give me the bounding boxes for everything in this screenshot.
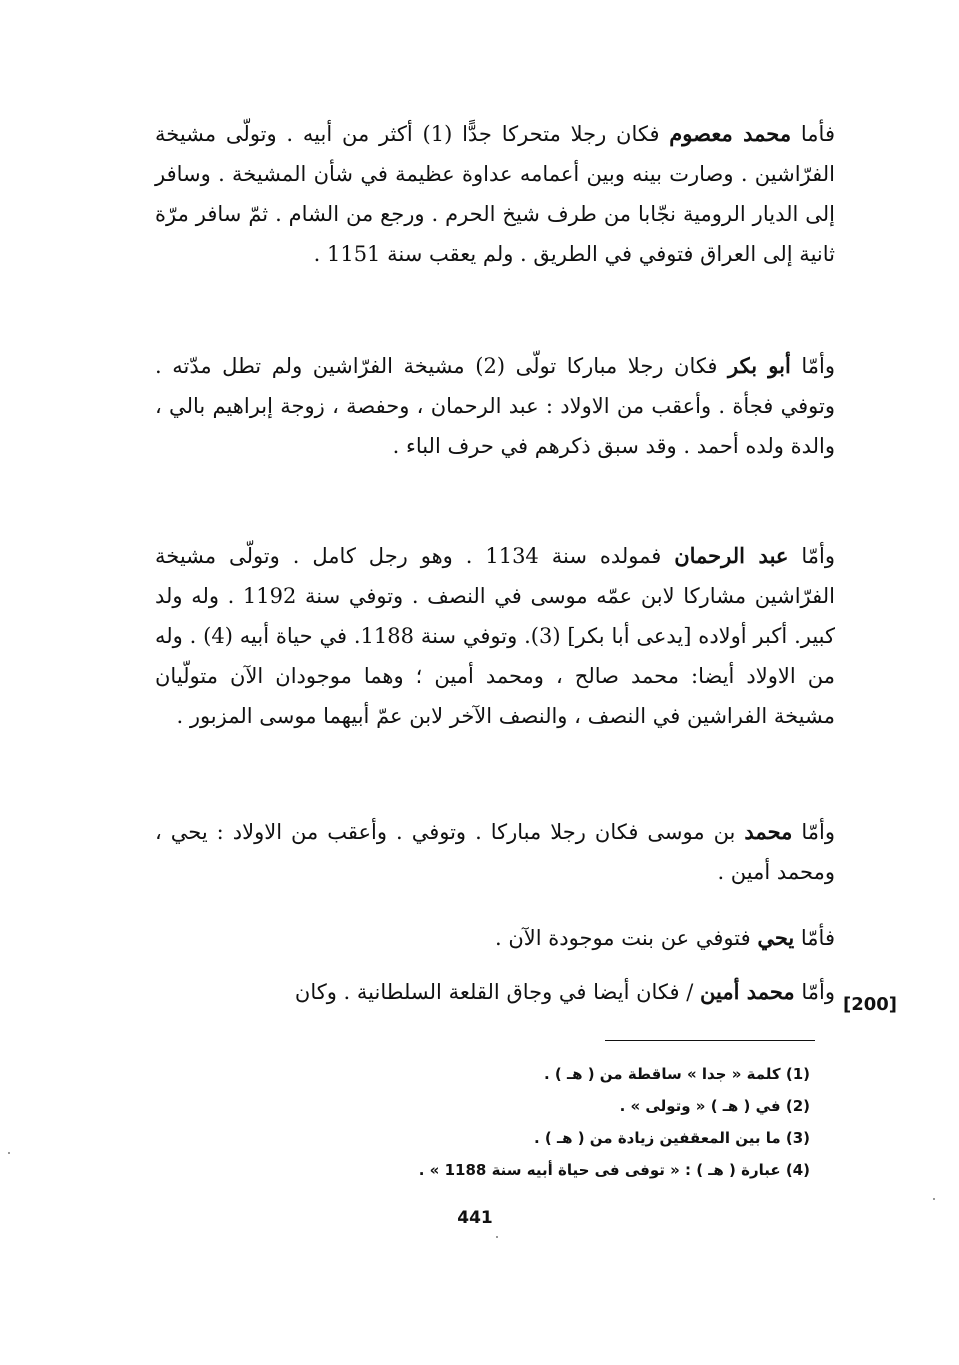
- person-name: محمد معصوم: [669, 121, 792, 146]
- paragraph-lead: وأمّا: [792, 820, 835, 844]
- paragraph-mohammed-amin: [155, 972, 835, 1012]
- paragraph-text: فمولده سنة 1134 . وهو رجل كامل . وتولّى مشيخة الفرّاشين مشاركا لابن عمّه موسى في النصف . وتوفي سنة 1192 . وله ولد كبير. أكبر أولاده [يدعى أبا بكر] (3). وتوفي سنة 1188. في حياة أبيه (4) . وله من الاولاد أيضا: محمد صالح ، ومحمد أمين ؛ وهما موجودان الآن متولّيان مشيخة الفراشين في النصف ، والنصف الآخر لابن عمّ أبيهما موسى المزبور .: [155, 544, 835, 728]
- scan-speck: [8, 1152, 10, 1154]
- paragraph-text: فكان رجلا متحركا جدًّا (1) أكثر من أبيه . وتولّى مشيخة الفرّاشين . وصارت بينه وبين أعمامه عداوة عظيمة في شأن المشيخة . وسافر إلى الديار الرومية نجّابا من طرف شيخ الحرم . ورجع من الشام . ثمّ سافر مرّة ثانية إلى العراق فتوفي في الطريق . ولم يعقب سنة 1151 .: [155, 122, 835, 266]
- paragraph-text: بن موسى فكان رجلا مباركا . وتوفي . وأعقب من الاولاد : يحي ، ومحمد أمين .: [155, 820, 835, 884]
- paragraph-abu-bakr: [155, 346, 835, 466]
- person-name: أبو بكر: [728, 353, 791, 378]
- footnote: (3) ما بين المعقفين زيادة من ( هـ ) .: [533, 1129, 810, 1147]
- person-name: يحي: [757, 925, 795, 950]
- paragraph-mohammed-bin-musa: [155, 812, 835, 892]
- footnote: (4) عبارة ( هـ ) : « توفى فى حياة أبيه سنة 1188 » .: [418, 1161, 810, 1179]
- person-name: محمد: [744, 819, 793, 844]
- scan-speck: [933, 1198, 935, 1200]
- paragraph-text: فتوفي عن بنت موجودة الآن .: [495, 926, 758, 950]
- paragraph-lead: فأمّا: [794, 926, 835, 950]
- paragraph-text: فكان رجلا مباركا تولّى (2) مشيخة الفرّاشين ولم تطل مدّته . وتوفي فجأة . وأعقب من الاولاد : عبد الرحمان ، وحفصة ، زوجة إبراهيم بالي ، والدة ولده أحمد . وقد سبق ذكرهم في حرف الباء .: [155, 354, 835, 458]
- paragraph-lead: وأمّا: [790, 354, 835, 378]
- person-name: محمد أمين: [700, 979, 795, 1004]
- footnote-divider: [605, 1040, 815, 1041]
- paragraph-text: / فكان أيضا في وجاق القلعة السلطانية . وكان: [294, 980, 700, 1004]
- paragraph-lead: وأمّا: [788, 544, 835, 568]
- paragraph-mohammed-masum: [155, 114, 835, 274]
- scan-speck: [496, 1236, 498, 1238]
- paragraph-abd-al-rahman: [155, 536, 835, 736]
- manuscript-folio-reference: [200]: [843, 994, 898, 1015]
- paragraph-lead: وأمّا: [794, 980, 835, 1004]
- person-name: عبد الرحمان: [674, 543, 789, 568]
- footnotes: [300, 1058, 810, 1186]
- paragraph-lead: فأما: [791, 122, 835, 146]
- page-number: 441: [457, 1208, 493, 1228]
- footnote: (2) في ( هـ ) « وتولى » .: [619, 1097, 810, 1115]
- footnote: (1) كلمة « جدا » ساقطة من ( هـ ) .: [543, 1065, 810, 1083]
- paragraph-yahya: [155, 918, 835, 958]
